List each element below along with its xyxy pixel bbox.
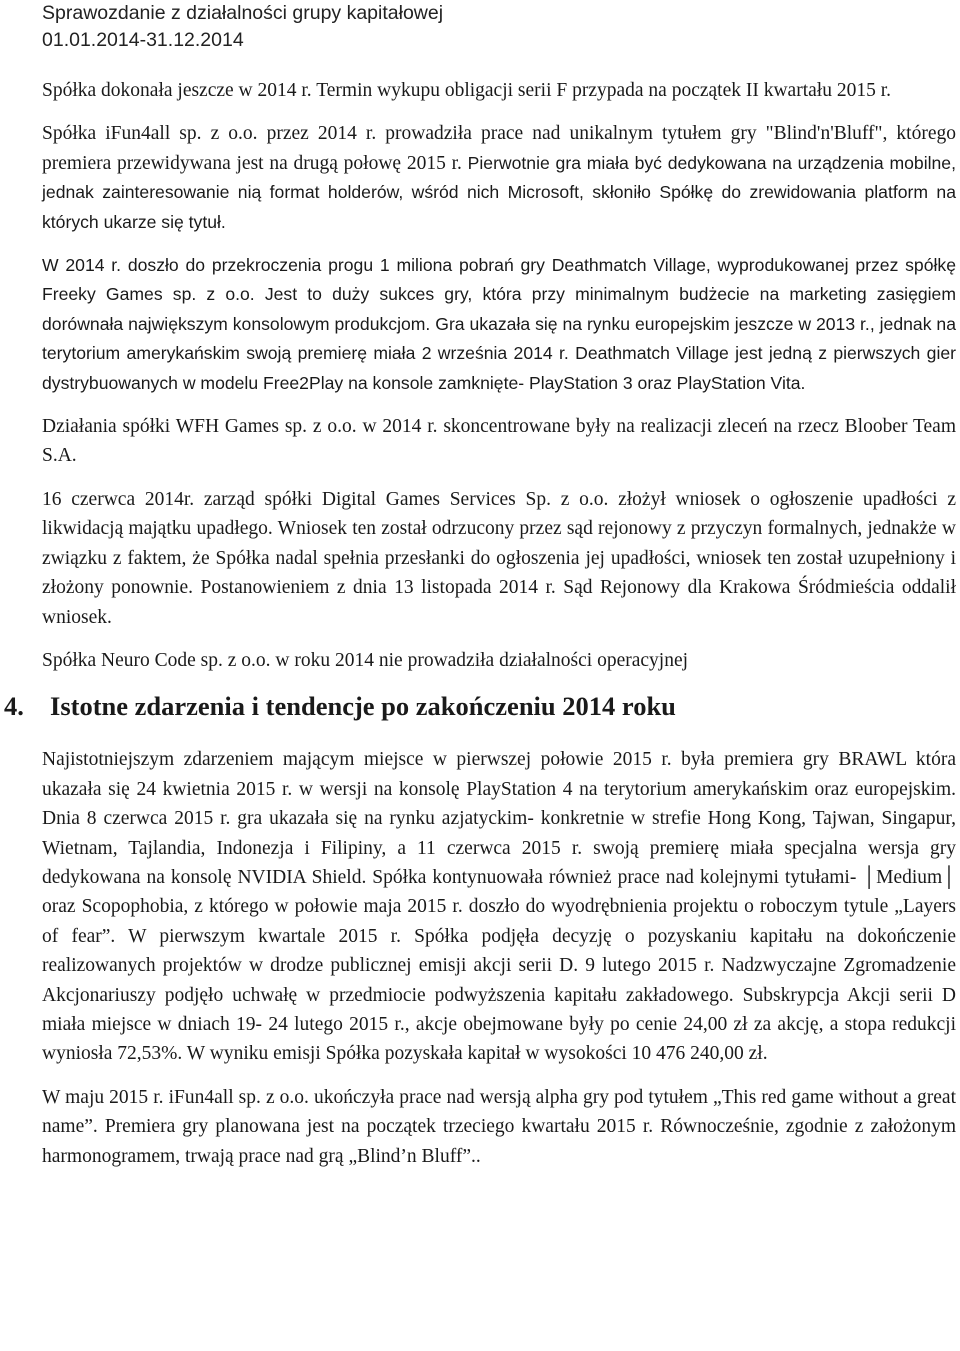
paragraph-brawl-premiere: Najistotniejszym zdarzeniem mającym miejsce w pierwszej połowie 2015 r. była premiera gry BRAWL która ukazała się 24 kwietnia 2015 r. w wersji na konsolę PlayStation 4 na terytorium amerykańskim oraz europejskim. Dnia 8 czerwca 2015 r. gra ukazała się na rynku azjatyckim- konkretnie w strefie Hong Kong, Tajwan, Singapur, Wietnam, Tajlandia, Indonezja i Filipiny, a 11 czerwca 2015 r. swoją premierę miała specjalna wersja gry dedykowana na konsolę NVIDIA Shield. Spółka kontynuowała również prace nad kolejnymi tytułami- │Medium│ oraz Scopophobia, z którego w połowie maja 2015 r. doszło do wyodrębnienia projektu o roboczym tytule „Layers of fear”. W pierwszym kwartale 2015 r. Spółka podjęła decyzję o pozyskaniu kapitału na dokończenie realizowanych projektów w drodze publicznej emisji akcji serii D. 9 lutego 2015 r. Nadzwyczajne Zgromadzenie Akcjonariuszy podjęło uchwałę w przedmiocie podwyższenia kapitału zakładowego. Subskrypcja Akcji serii D miała miejsce w dniach 19- 24 lutego 2015 r., akcje obejmowane były po cenie 24,00 zł za akcję, a stopa redukcji wyniosła 72,53%. W wyniku emisji Spółka pozyskała kapitał w wysokości 10 476 240,00 zł. xyxy=(42,749,956,1065)
report-title: Sprawozdanie z działalności grupy kapitałowej xyxy=(42,2,444,24)
paragraph-wfh-games: Działania spółki WFH Games sp. z o.o. w 2014 r. skoncentrowane były na realizacji zleceń na rzecz Bloober Team S.A. xyxy=(42,416,956,467)
section-4-title: Istotne zdarzenia i tendencje po zakończeniu 2014 roku xyxy=(50,691,676,722)
paragraph-neuro-code: Spółka Neuro Code sp. z o.o. w roku 2014 nie prowadziła działalności operacyjnej xyxy=(42,649,689,671)
paragraph-ifun4all-blind-n-bluff xyxy=(42,119,956,237)
section-4-number: 4. xyxy=(4,691,24,722)
document-header xyxy=(42,0,443,54)
paragraph-bond-redemption: Spółka dokonała jeszcze w 2014 r. Termin wykupu obligacji serii F przypada na początek II kwartału 2015 r. xyxy=(42,80,891,101)
section-4-heading xyxy=(4,689,918,723)
paragraph-ifun4all-part1: Spółka iFun4all sp. z o.o. przez 2014 r. prowadziła prace nad unikalnym tytułem gry "Blind'n'Bluff", którego premiera przewidywana jest na drugą połowę 2015 r. xyxy=(42,123,956,174)
paragraph-digital-games-services: 16 czerwca 2014r. zarząd spółki Digital Games Services Sp. z o.o. złożył wniosek o ogłoszenie upadłości z likwidacją majątku upadłego. Wniosek ten został odrzucony przez sąd rejonowy z przyczyn formalnych, jednakże w związku z faktem, że Spółka nadal spełnia przesłanki do ogłoszenia jej upadłości, wniosek ten został uzupełniony i złożony ponownie. Postanowieniem z dnia 13 listopada 2014 r. Sąd Rejonowy dla Krakowa Śródmieścia oddalił wniosek. xyxy=(42,488,956,628)
report-period: 01.01.2014-31.12.2014 xyxy=(42,29,244,51)
document-body xyxy=(4,76,956,1171)
paragraph-this-red-game: W maju 2015 r. iFun4all sp. z o.o. ukończyła prace nad wersją alpha gry pod tytułem „This red game without a great name”. Premiera gry planowana jest na początek trzeciego kwartału 2015 r. Równocześnie, zgodnie z założonym harmonogramem, trwają prace nad grą „Blind’n Bluff”.. xyxy=(42,1086,956,1167)
paragraph-deathmatch-village: W 2014 r. doszło do przekroczenia progu 1 miliona pobrań gry Deathmatch Village, wyprodukowanej przez spółkę Freeky Games sp. z o.o. Jest to duży sukces gry, która przy minimalnym budżecie na marketing zasięgiem dorównała największym konsolowym produkcjom. Gra ukazała się na rynku europejskim jeszcze w 2013 r., jednak na terytorium amerykańskim swoją premierę miała 2 września 2014 r. Deathmatch Village jest jedną z pierwszych gier dystrybuowanych w modelu Free2Play na konsole zamknięte- PlayStation 3 oraz PlayStation Vita. xyxy=(42,255,956,393)
paragraph-ifun4all-part2: Pierwotnie gra miała być dedykowana na urządzenia mobilne, jednak zainteresowanie nią format holderów, wśród nich Microsoft, skłoniło Spółkę do zrewidowania platform na których ukarze się tytuł. xyxy=(42,152,956,232)
section-4-heading-wrapper xyxy=(4,689,956,723)
